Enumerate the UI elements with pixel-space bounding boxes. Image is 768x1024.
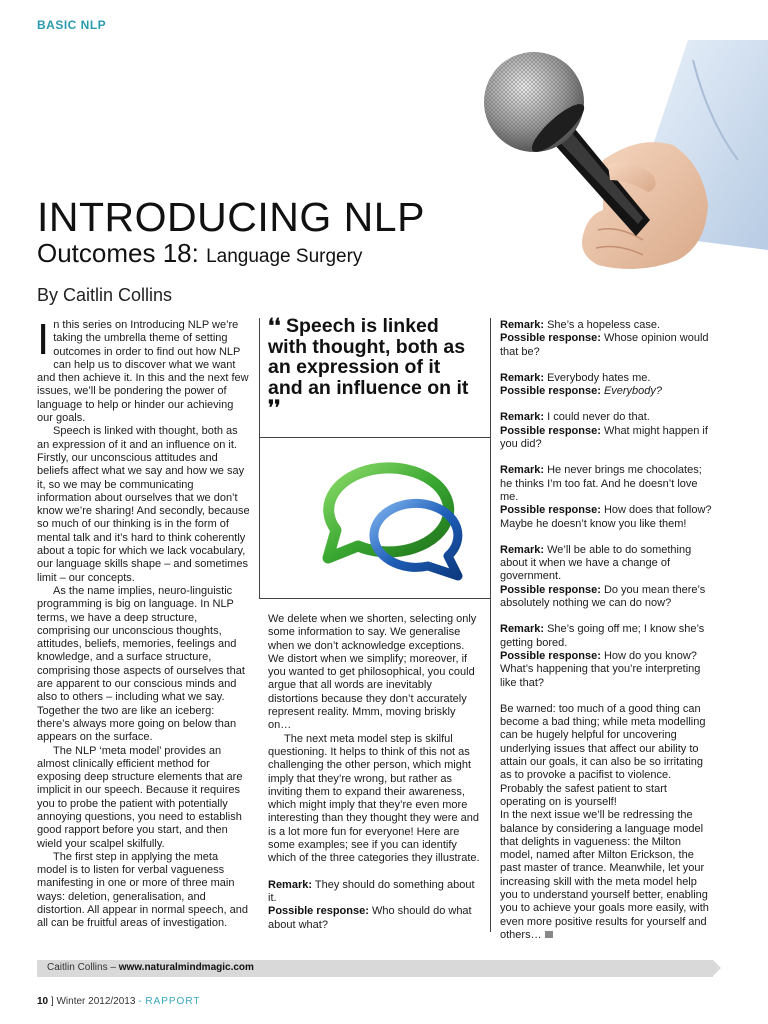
paragraph: As the name implies, neuro-linguistic programming is big on language. In NLP terms, we have a deep structure, comprising our unconscious thoughts, attitudes, beliefs, memories, feelings and knowledge, and a surface structure, comprising those aspects of ourselves that are apparent to our conscious minds and also to others – including what we say. Together the two are like an iceberg: there’s always more going on below than appears on the surface. [37, 584, 245, 744]
remark-label: Remark: [500, 464, 545, 477]
byline: By Caitlin Collins [37, 285, 173, 305]
paragraph [500, 809, 715, 942]
response-line [500, 584, 715, 611]
paragraph [37, 315, 250, 425]
response-text: How does that follow? Maybe he doesn’t know you like them! [500, 504, 712, 530]
remark-label: Remark: [500, 411, 545, 424]
remark-line [500, 464, 715, 504]
credit-url[interactable]: www.naturalmindmagic.com [118, 962, 254, 973]
remark-label: Remark: [500, 371, 545, 384]
close-quote-icon: ❜❜ [268, 397, 281, 419]
pull-quote [268, 316, 478, 419]
paragraph: The next meta model step is skilful questioning. It helps to think of this not as challenging the other person, which might imply that they’re wrong, but rather as inviting them to expand their awareness, which might imply that they’re even more interesting than they thought they were and is a lot more fun for everyone! Here are some examples; see if you can identify which of the three categories they illustrate. [268, 732, 480, 865]
remark-label: Remark: [500, 543, 545, 556]
response-label: Possible response: [500, 504, 601, 517]
page-footer [37, 996, 201, 1007]
remark-line [500, 372, 715, 385]
response-text: Do you mean there’s absolutely nothing we can do now? [500, 583, 706, 610]
remark-line [500, 623, 715, 650]
remark-label: Remark: [268, 878, 313, 891]
response-label: Possible response: [500, 424, 601, 437]
response-label: Possible response: [500, 649, 601, 662]
microphone-hand-image [438, 40, 768, 300]
paragraph: The first step in applying the meta model is to listen for verbal vagueness manifesting in one or more of three main ways: deletion, generalisation, and distortion. All appear in normal speech, and all can be fruitful areas of investigation. [37, 850, 248, 930]
remark-text: He never brings me chocolates; he thinks I’m too fat. And he doesn’t love me. [500, 464, 702, 503]
response-line [500, 332, 715, 359]
author-credit [47, 962, 254, 973]
response-line [500, 425, 715, 452]
remark-label: Remark: [500, 623, 545, 636]
column-1 [37, 315, 250, 931]
column-2 [268, 613, 481, 932]
footer-bracket: ] [50, 996, 54, 1007]
credit-bar [37, 960, 713, 977]
paragraph-text: n this series on Introducing NLP we’re taking the umbrella theme of setting outcomes in order to find out how NLP can help us to discover what we want and then achieve it. In this and the next few issues, we’ll be pondering the power of language to help or hinder our achieving our goals. [37, 319, 249, 425]
remark-line [500, 411, 715, 424]
column-3 [500, 319, 715, 942]
subtitle-main: Outcomes 18: [37, 238, 199, 268]
remark-text: Everybody hates me. [547, 371, 651, 384]
response-text: What might happen if you did? [500, 424, 708, 451]
response-line [500, 504, 715, 531]
column-divider [259, 318, 260, 598]
speech-bubbles-icon [290, 450, 480, 600]
response-label: Possible response: [500, 385, 601, 398]
subtitle-small: Language Surgery [206, 246, 363, 267]
response-label: Possible response: [500, 332, 601, 345]
response-label: Possible response: [268, 905, 369, 918]
response-line [500, 650, 715, 690]
remark-text: We’ll be able to do something about it when we have a change of government. [500, 543, 692, 583]
response-line [500, 385, 715, 398]
pullquote-rule [259, 437, 490, 438]
end-mark-icon [545, 931, 553, 938]
section-tag: BASIC NLP [37, 18, 107, 32]
remark-label: Remark: [500, 319, 545, 331]
page-number: 10 [37, 996, 49, 1007]
paragraph: The NLP ‘meta model’ provides an almost clinically efficient method for exposing deep structure elements that are implicit in our speech. Because it requires you to probe the patient with potentially annoying questions, you need to establish good rapport before you start, and then wield your scalpel skilfully. [37, 744, 243, 850]
remark-text: I could never do that. [547, 411, 650, 424]
issue-date: Winter 2012/2013 [56, 996, 136, 1007]
paragraph: We delete when we shorten, selecting only some information to say. We generalise when we don’t acknowledge exceptions. We distort when we simplify; moreover, if you wanted to get philosophical, you could argue that all words are inevitably distortions because they don’t accurately represent reality. Mmm, moving briskly on… [268, 613, 477, 732]
pull-quote-text: Speech is linked with thought, both as an expression of it and an influence on it [268, 315, 469, 399]
credit-name: Caitlin Collins – [47, 962, 116, 973]
article-subtitle [37, 238, 362, 269]
remark-line [500, 544, 715, 584]
remark-line [268, 879, 481, 906]
drop-cap: I [37, 315, 50, 364]
response-label: Possible response: [500, 583, 601, 596]
paragraph: Be warned: too much of a good thing can become a bad thing; while meta modelling can be hugely helpful for uncovering underlying issues that affect our ability to attain our goals, it can also be so irritating as to provoke a pacifist to violence. Probably the safest patient to start operating on is yourself! [500, 702, 706, 808]
response-text: Everybody? [603, 385, 663, 398]
publication-name: RAPPORT [145, 996, 201, 1007]
footer-separator: - [138, 996, 143, 1007]
remark-line [500, 319, 715, 332]
paragraph: Speech is linked with thought, both as an expression of it and an influence on it. Firstly, our unconscious attitudes and beliefs affect what we say and how we say it, so we may be communicating information about ourselves that we don’t know we’re sharing! And secondly, because so much of our thinking is in the form of mental talk and it’s hard to think coherently about a topic for which we lack vocabulary, our language skills shape – and sometimes limit – our concepts. [37, 425, 250, 584]
remark-text: They should do something about it. [268, 878, 475, 904]
article-title: INTRODUCING NLP [37, 194, 425, 240]
paragraph-text: In the next issue we’ll be redressing the balance by considering a language model that delights in vagueness: the Milton model, named after Milton Erickson, the past master of trance. Meanwhile, let your increasing skill with the meta model help you to understand yourself better, enabling you to achieve your goals more easily, with even more positive results for yourself and others… [500, 809, 709, 941]
column-divider [490, 318, 491, 932]
response-text: How do you know? What’s happening that you’re interpreting like that? [500, 649, 701, 689]
response-text: Whose opinion would that be? [500, 332, 709, 358]
remark-text: She’s going off me; I know she’s getting bored. [500, 623, 705, 649]
response-line [268, 905, 481, 932]
remark-text: She’s a hopeless case. [547, 319, 661, 331]
response-text: Who should do what about what? [268, 905, 472, 931]
open-quote-icon: ❛❛ [268, 315, 281, 337]
